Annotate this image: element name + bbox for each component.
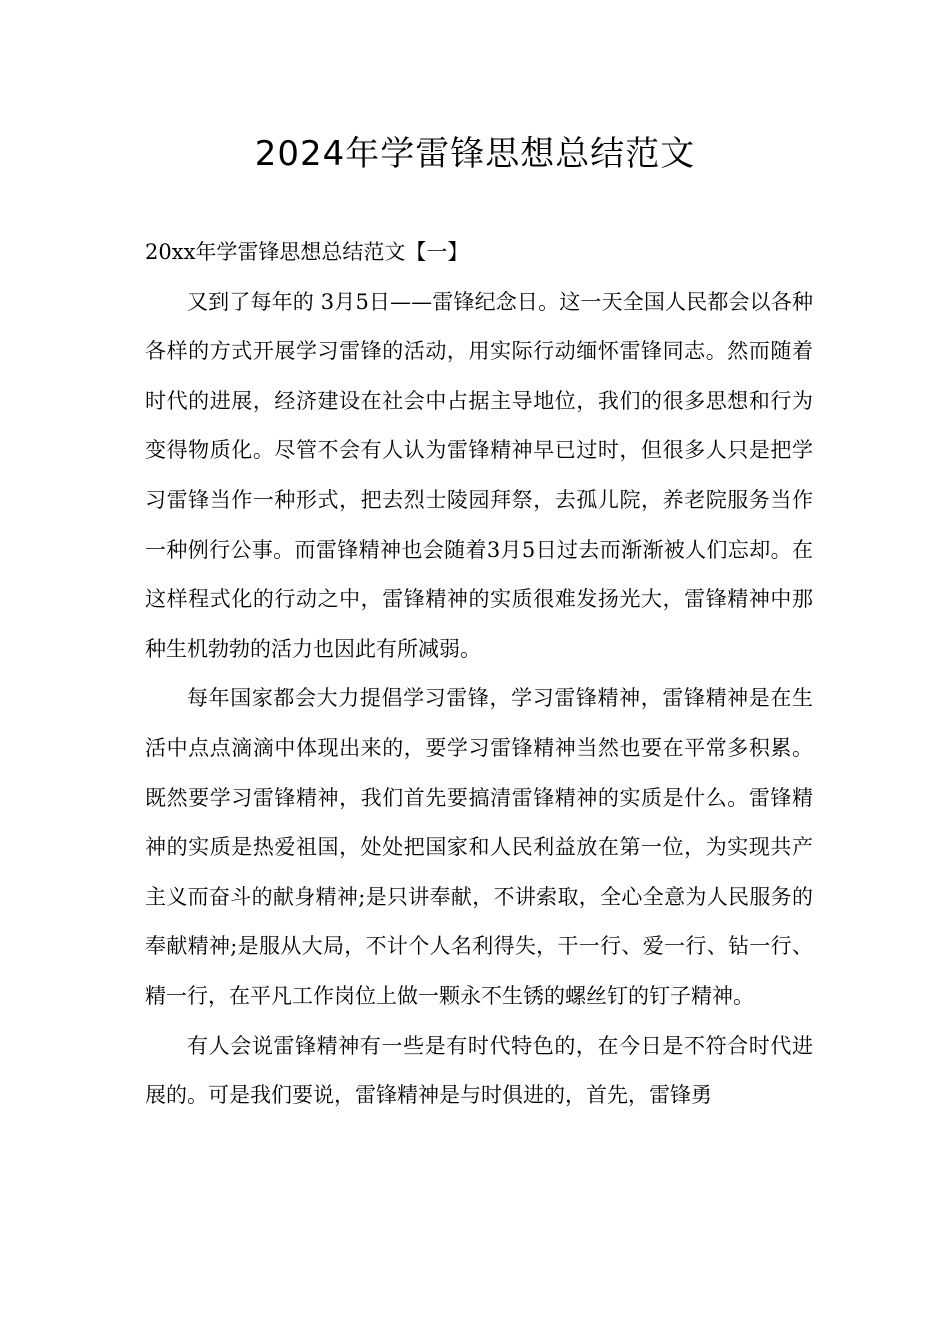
section-heading: 20xx年学雷锋思想总结范文【一】 [145,240,469,264]
paragraph-1: 又到了每年的 3月5日——雷锋纪念日。这一天全国人民都会以各种各样的方式开展学习雷锋的活动，用实际行动缅怀雷锋同志。然而随着时代的进展，经济建设在社会中占据主导地位，我们的很多思想和行为变得物质化。尽管不会有人认为雷锋精神早已过时，但很多人只是把学习雷锋当作一种形式，把去烈士陵园拜祭，去孤儿院，养老院服务当作一种例行公事。而雷锋精神也会随着3月5日过去而渐渐被人们忘却。在这样程式化的行动之中，雷锋精神的实质很难发扬光大，雷锋精神中那种生机勃勃的活力也因此有所减弱。 [145,289,813,661]
document-title: 2024年学雷锋思想总结范文 [254,134,696,174]
document-body [145,228,813,1121]
paragraph-3: 有人会说雷锋精神有一些是有时代特色的，在今日是不符合时代进展的。可是我们要说，雷锋精神是与时俱进的，首先，雷锋勇 [145,1033,813,1108]
paragraph-2: 每年国家都会大力提倡学习雷锋，学习雷锋精神，雷锋精神是在生活中点点滴滴中体现出来的，要学习雷锋精神当然也要在平常多积累。既然要学习雷锋精神，我们首先要搞清雷锋精神的实质是什么。雷锋精神的实质是热爱祖国，处处把国家和人民利益放在第一位，为实现共产主义而奋斗的献身精神;是只讲奉献，不讲索取，全心全意为人民服务的奉献精神;是服从大局，不计个人名利得失，干一行、爱一行、钻一行、精一行，在平凡工作岗位上做一颗永不生锈的螺丝钉的钉子精神。 [145,686,813,1008]
